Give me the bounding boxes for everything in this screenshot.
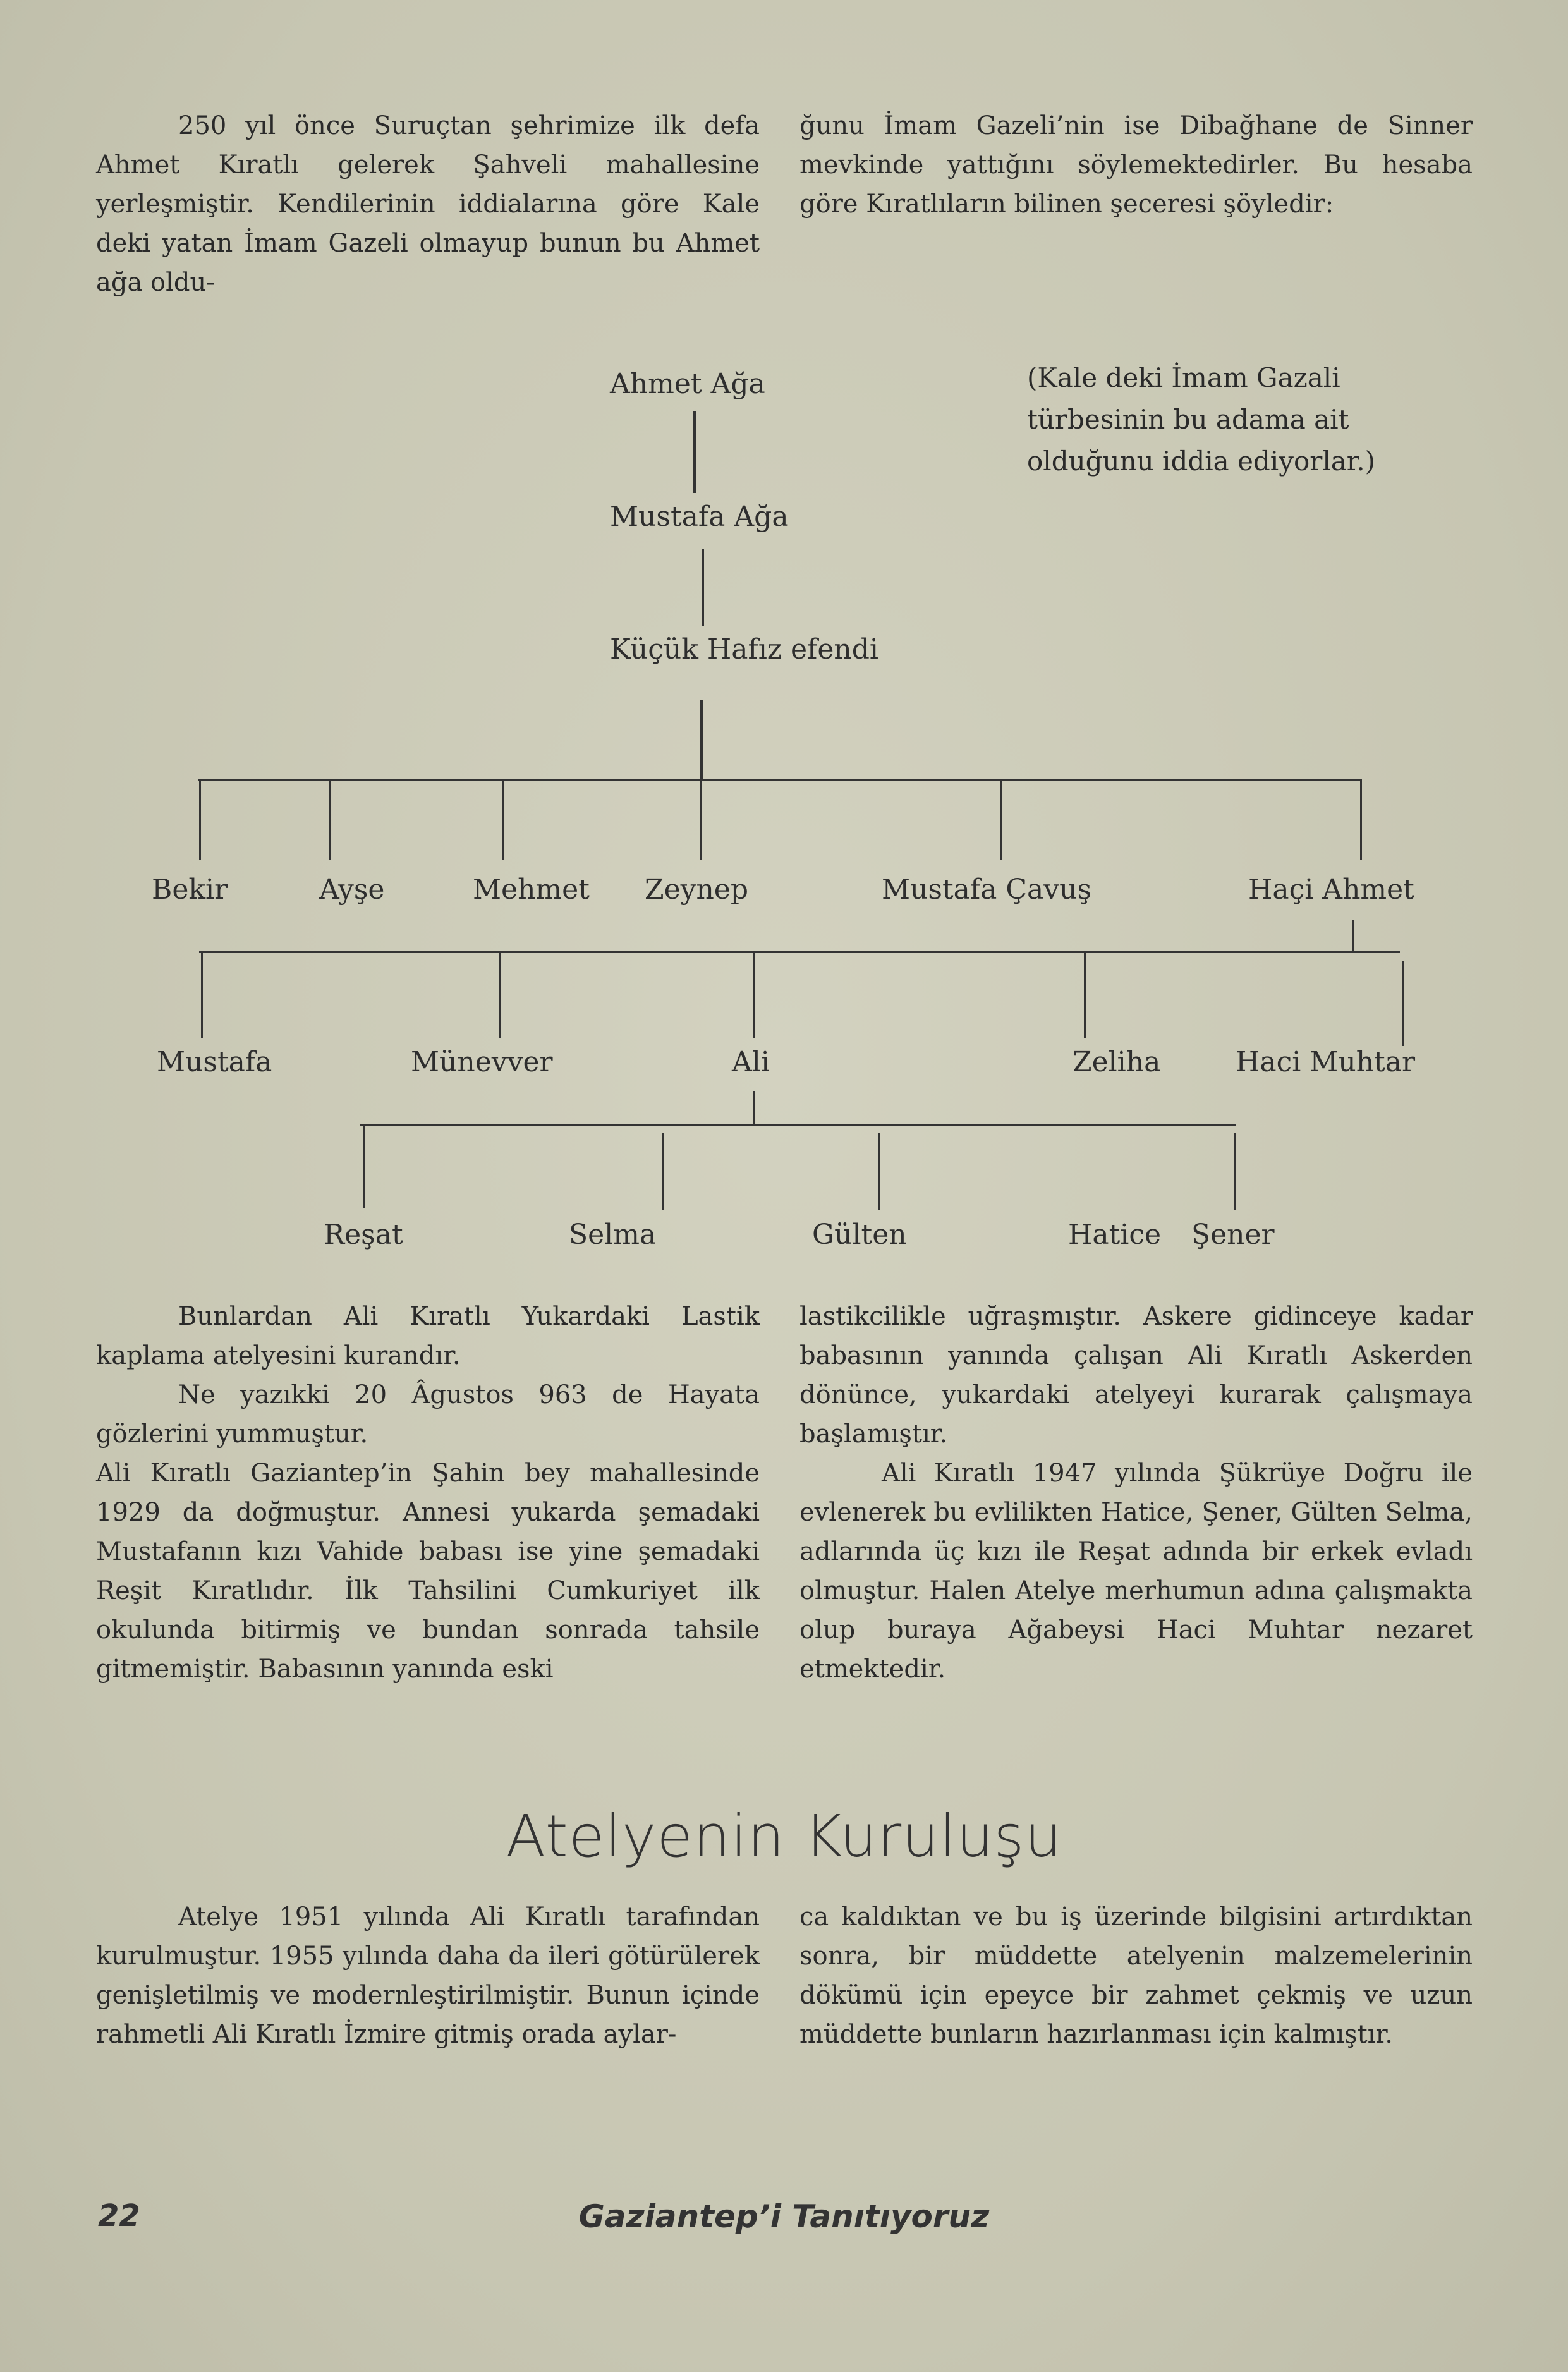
tree-line-gen6-resat (363, 1126, 365, 1208)
intro-right-column (799, 106, 1473, 224)
tree-line-gen6-hatice-sener (1234, 1133, 1236, 1210)
tree-line-ali-down (753, 1091, 755, 1124)
tree-gen2-mustafa-aga: Mustafa Ağa (610, 501, 789, 533)
tree-line-gen6-selma (662, 1133, 664, 1210)
tree-line-gen6-horizontal (360, 1124, 1236, 1126)
tree-gen3-kucuk-hafiz: Küçük Hafız efendi (610, 633, 878, 666)
tree-line-gen4-zeynep (700, 781, 702, 860)
tree-gen4-ayse: Ayşe (319, 873, 385, 906)
tree-gen4-haci-ahmet: Haçi Ahmet (1248, 873, 1414, 906)
intro-left-text: 250 yıl önce Suruçtan şehrimize ilk defa Ahmet Kıratlı gelerek Şahveli mahallesine yerleşmiştir. Kendilerinin iddialarına göre Kale deki yatan İmam Gazeli olmayup bunun bu Ahmet ağa oldu- (96, 111, 760, 297)
tree-gen6-resat: Reşat (324, 1219, 403, 1251)
body-left-paragraph-1: Bunlardan Ali Kıratlı Yukardaki Lastik kaplama atelyesini kurandır. (96, 1302, 760, 1370)
section-heading: Atelyenin Kuruluşu (506, 1803, 1062, 1870)
tree-line-gen4-mehmet (502, 781, 504, 860)
tree-gen5-mustafa: Mustafa (157, 1046, 272, 1078)
tree-gen4-zeynep: Zeynep (645, 873, 749, 906)
tree-gen4-mustafa-cavus: Mustafa Çavuş (882, 873, 1092, 906)
body-left-column (96, 1297, 760, 1689)
tree-line-gen5-horizontal (199, 951, 1400, 953)
tree-line-gen5-munevver (499, 953, 501, 1038)
tree-line-gen1-gen2 (693, 411, 696, 493)
intro-left-column (96, 106, 760, 302)
tree-line-gen4-bekir (199, 781, 201, 860)
tree-line-gen4-ayse (329, 781, 331, 860)
tree-note: (Kale deki İmam Gazali türbesinin bu adama ait olduğunu iddia ediyorlar.) (1027, 362, 1376, 477)
tree-gen1-ahmet-aga: Ahmet Ağa (610, 368, 765, 400)
tree-line-gen5-mustafa (201, 953, 203, 1038)
tree-gen6-sener: Şener (1191, 1219, 1275, 1251)
tree-line-gen4-horizontal (198, 779, 1362, 781)
tree-line-gen4-mustafa-cavus (1000, 781, 1002, 860)
body-left-paragraph-3: Ali Kıratlı Gaziantep’in Şahin bey mahallesinde 1929 da doğmuştur. Annesi yukarda şemadaki Mustafanın kızı Vahide babası ise yine şemadaki Reşit Kıratlıdır. İlk Tahsilini Cumkuriyet ilk okulunda bitirmiş ve bundan sonrada tahsile gitmemiştir. Babasının yanında eski (96, 1459, 760, 1684)
section-right-column (799, 1897, 1473, 2054)
body-right-paragraph-1: lastikcilikle uğraşmıştır. Askere gidinceye kadar babasının yanında çalışan Ali Kıratlı Askerden dönünce, yukardaki atelyeyi kurarak çalışmaya başlamıştır. (799, 1302, 1473, 1449)
tree-line-gen5-haci-muhtar (1402, 961, 1404, 1046)
body-left-paragraph-2: Ne yazıkki 20 Âgustos 963 de Hayata gözlerini yummuştur. (96, 1380, 760, 1449)
section-left-column (96, 1897, 760, 2054)
section-right-text: ca kaldıktan ve bu iş üzerinde bilgisini artırdıktan sonra, bir müddette atelyenin malzemelerinin dökümü için epeyce bir zahmet çekmiş ve uzun müddette bunların hazırlanması için kalmıştır. (799, 1902, 1473, 2049)
tree-line-haci-ahmet-down (1352, 920, 1354, 952)
section-left-text: Atelye 1951 yılında Ali Kıratlı tarafından kurulmuştur. 1955 yılında daha da ileri götürülerek genişletilmiş ve modernleştirilmiştir. Bunun içinde rahmetli Ali Kıratlı İzmire gitmiş orada aylar- (96, 1902, 760, 2049)
tree-gen6-selma: Selma (569, 1219, 657, 1251)
tree-gen5-ali: Ali (732, 1046, 770, 1078)
tree-gen5-haci-muhtar: Haci Muhtar (1236, 1046, 1415, 1078)
tree-line-gen4-haci-ahmet (1360, 781, 1362, 860)
body-right-paragraph-2: Ali Kıratlı 1947 yılında Şükrüye Doğru ile evlenerek bu evlilikten Hatice, Şener, Gülten Selma, adlarında üç kızı ile Reşat adında bir erkek evladı olmuştur. Halen Atelye merhumun adına çalışmakta olup buraya Ağabeysi Haci Muhtar nezaret etmektedir. (799, 1459, 1473, 1684)
page-number: 22 (98, 2198, 140, 2234)
body-right-column (799, 1297, 1473, 1689)
tree-gen5-zeliha: Zeliha (1073, 1046, 1161, 1078)
tree-gen4-bekir: Bekir (152, 873, 228, 906)
tree-gen4-mehmet: Mehmet (473, 873, 590, 906)
tree-line-gen3-down (700, 700, 703, 781)
tree-line-gen2-gen3 (702, 549, 704, 626)
intro-right-text: ğunu İmam Gazeli’nin ise Dibağhane de Sinner mevkinde yattığını söylemektedirler. Bu hesaba göre Kıratlıların bilinen şeceresi şöyledir: (799, 111, 1473, 219)
tree-line-gen5-zeliha (1084, 953, 1086, 1038)
tree-line-gen5-ali (753, 953, 755, 1038)
tree-gen6-hatice: Hatice (1068, 1219, 1162, 1251)
tree-gen6-gulten: Gülten (812, 1219, 907, 1251)
tree-line-gen6-gulten (878, 1133, 880, 1210)
tree-gen5-munevver: Münevver (411, 1046, 553, 1078)
publication-title: Gaziantep’i Tanıtıyoruz (578, 2198, 990, 2235)
